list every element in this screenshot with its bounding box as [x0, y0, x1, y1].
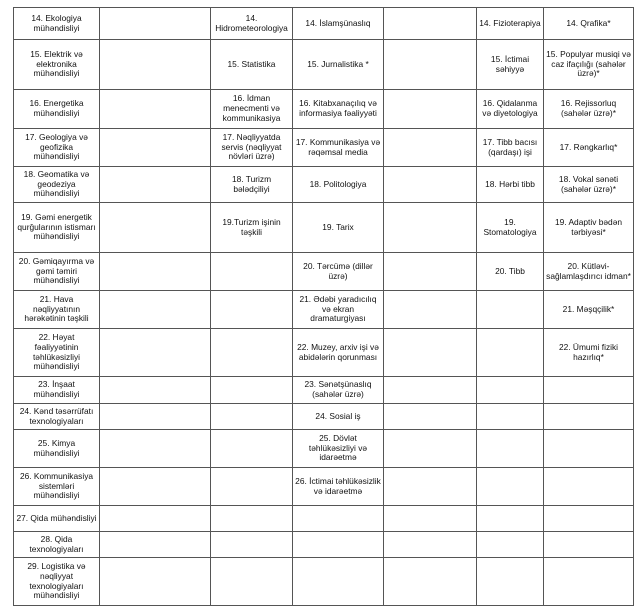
table-cell: 29. Logistika və nəqliyyat texnologiyaları mühəndisliyi [14, 558, 100, 606]
table-cell: 15. Statistika [211, 40, 293, 90]
table-cell: 19. Stomatologiya [477, 203, 544, 253]
table-row [14, 532, 634, 558]
table-cell: 28. Qida texnologiyaları [14, 532, 100, 558]
table-cell [211, 253, 293, 291]
table-cell [211, 329, 293, 377]
specialties-table [13, 7, 634, 606]
table-cell [211, 532, 293, 558]
table-body [14, 8, 634, 606]
table-cell [384, 203, 477, 253]
table-cell: 19. Gəmi energetik qurğularının istismarı mühəndisliyi [14, 203, 100, 253]
table-cell: 17. Nəqliyyatda servis (nəqliyyat növləri üzrə) [211, 129, 293, 167]
table-cell [477, 506, 544, 532]
table-cell [293, 558, 384, 606]
table-cell [384, 90, 477, 129]
table-row [14, 167, 634, 203]
table-cell: 18. Hərbi tibb [477, 167, 544, 203]
table-cell: 14. Fizioterapiya [477, 8, 544, 40]
table-cell [544, 377, 634, 404]
table-cell: 19. Adaptiv bədən tərbiyəsi* [544, 203, 634, 253]
table-cell: 23. İnşaat mühəndisliyi [14, 377, 100, 404]
table-cell [100, 203, 211, 253]
table-cell: 16. Energetika mühəndisliyi [14, 90, 100, 129]
table-cell: 25. Kimya mühəndisliyi [14, 430, 100, 468]
table-cell [544, 468, 634, 506]
table-cell [384, 253, 477, 291]
table-cell [100, 506, 211, 532]
table-cell [544, 404, 634, 430]
table-row [14, 377, 634, 404]
table-row [14, 8, 634, 40]
table-cell: 22. Ümumi fiziki hazırlıq* [544, 329, 634, 377]
table-cell: 19.Turizm işinin təşkili [211, 203, 293, 253]
table-cell: 26. İctimai təhlükəsizlik və idarəetmə [293, 468, 384, 506]
table-row [14, 404, 634, 430]
table-cell [384, 532, 477, 558]
table-cell [211, 558, 293, 606]
table-row [14, 506, 634, 532]
table-cell: 17. Geologiya və geofizika mühəndisliyi [14, 129, 100, 167]
table-cell: 20. Tərcümə (dillər üzrə) [293, 253, 384, 291]
table-row [14, 329, 634, 377]
table-cell [477, 377, 544, 404]
table-cell: 14. Hidrometeorologiya [211, 8, 293, 40]
table-cell: 16. Qidalanma və diyetologiya [477, 90, 544, 129]
table-cell [384, 40, 477, 90]
table-cell [211, 291, 293, 329]
table-row [14, 430, 634, 468]
table-cell: 18. Geomatika və geodeziya mühəndisliyi [14, 167, 100, 203]
table-cell [100, 558, 211, 606]
table-cell [477, 291, 544, 329]
table-cell: 22. Həyat fəaliyyətinin təhlükəsizliyi mühəndisliyi [14, 329, 100, 377]
table-cell [100, 253, 211, 291]
table-cell [100, 430, 211, 468]
table-cell: 14. Qrafika* [544, 8, 634, 40]
table-cell: 15. Populyar musiqi və caz ifaçılığı (sahələr üzrə)* [544, 40, 634, 90]
table-cell [293, 532, 384, 558]
table-cell: 18. Vokal sənəti (sahələr üzrə)* [544, 167, 634, 203]
table-cell: 17. Kommunikasiya və rəqəmsal media [293, 129, 384, 167]
table-row [14, 203, 634, 253]
table-cell [100, 468, 211, 506]
table-cell: 25. Dövlət təhlükəsizliyi və idarəetmə [293, 430, 384, 468]
table-row [14, 558, 634, 606]
table-cell [384, 468, 477, 506]
table-cell: 21. Hava nəqliyyatının hərəkətinin təşkili [14, 291, 100, 329]
table-cell [100, 8, 211, 40]
table-cell: 24. Kənd təsərrüfatı texnologiyaları [14, 404, 100, 430]
table-cell: 15. İctimai səhiyyə [477, 40, 544, 90]
table-cell: 18. Turizm bələdçiliyi [211, 167, 293, 203]
table-row [14, 253, 634, 291]
table-cell [477, 558, 544, 606]
table-cell [100, 329, 211, 377]
table-row [14, 468, 634, 506]
table-cell [477, 329, 544, 377]
table-cell: 17. Rəngkarlıq* [544, 129, 634, 167]
table-cell [211, 506, 293, 532]
table-cell: 17. Tibb bacısı (qardaşı) işi [477, 129, 544, 167]
table-cell: 27. Qida mühəndisliyi [14, 506, 100, 532]
table-row [14, 291, 634, 329]
table-cell [477, 532, 544, 558]
table-cell: 22. Muzey, arxiv işi və abidələrin qorunması [293, 329, 384, 377]
table-cell: 15. Jurnalistika * [293, 40, 384, 90]
table-row [14, 40, 634, 90]
table-cell [293, 506, 384, 532]
table-cell [384, 329, 477, 377]
table-cell [100, 291, 211, 329]
table-cell [384, 506, 477, 532]
table-cell [211, 377, 293, 404]
table-cell [544, 558, 634, 606]
table-cell: 16. Rejissorluq (sahələr üzrə)* [544, 90, 634, 129]
table-cell: 14. Ekologiya mühəndisliyi [14, 8, 100, 40]
table-cell: 21. Məşqçilik* [544, 291, 634, 329]
table-cell [211, 430, 293, 468]
table-cell [100, 40, 211, 90]
table-cell: 20. Kütləvi-sağlamlaşdırıcı idman* [544, 253, 634, 291]
table-cell [544, 532, 634, 558]
table-cell [384, 377, 477, 404]
table-cell [384, 8, 477, 40]
table-cell [384, 291, 477, 329]
table-cell [477, 404, 544, 430]
table-row [14, 129, 634, 167]
table-cell [100, 90, 211, 129]
table-cell: 20. Gəmiqayırma və gəmi təmiri mühəndisliyi [14, 253, 100, 291]
table-cell: 18. Politologiya [293, 167, 384, 203]
table-cell [100, 377, 211, 404]
table-cell [211, 468, 293, 506]
table-cell [100, 404, 211, 430]
table-cell [384, 404, 477, 430]
table-cell [544, 430, 634, 468]
table-cell: 19. Tarix [293, 203, 384, 253]
table-cell [477, 468, 544, 506]
table-cell [384, 167, 477, 203]
table-cell: 21. Ədəbi yaradıcılıq və ekran dramaturgiyası [293, 291, 384, 329]
table-row [14, 90, 634, 129]
table-cell [384, 129, 477, 167]
table-cell: 20. Tibb [477, 253, 544, 291]
table-cell: 23. Sənətşünaslıq (sahələr üzrə) [293, 377, 384, 404]
table-cell [100, 532, 211, 558]
table-cell [211, 404, 293, 430]
table-cell: 15. Elektrik və elektronika mühəndisliyi [14, 40, 100, 90]
table-cell [100, 167, 211, 203]
table-cell: 14. İslamşünaslıq [293, 8, 384, 40]
table-cell: 16. Kitabxanaçılıq və informasiya fəaliyyəti [293, 90, 384, 129]
table-cell [100, 129, 211, 167]
table-cell: 24. Sosial iş [293, 404, 384, 430]
table-cell: 26. Kommunikasiya sistemləri mühəndisliyi [14, 468, 100, 506]
table-cell [544, 506, 634, 532]
table-cell [384, 430, 477, 468]
table-cell [384, 558, 477, 606]
table-cell [477, 430, 544, 468]
table-cell: 16. İdman menecmenti və kommunikasiya [211, 90, 293, 129]
